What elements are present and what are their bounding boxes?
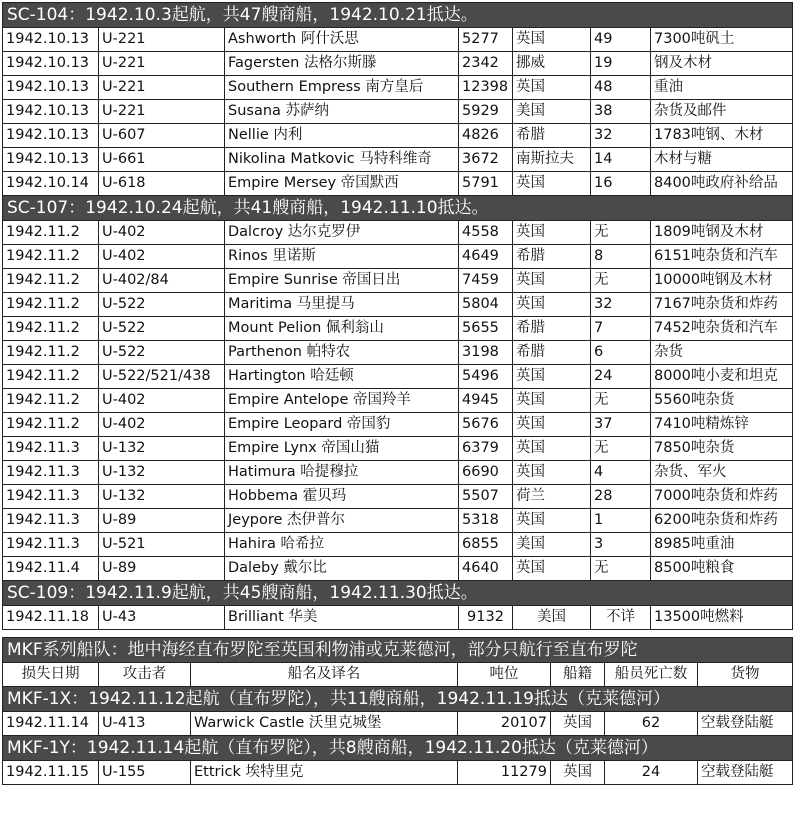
flag-cell: 希腊 (513, 124, 591, 148)
table-row (3, 389, 793, 413)
column-header-ship-name: 船名及译名 (191, 663, 458, 687)
table-row (3, 509, 793, 533)
tonnage-cell: 6379 (459, 437, 513, 461)
crew-deaths-cell: 49 (591, 28, 651, 52)
ship-name-cell: Mount Pelion 佩利翁山 (225, 317, 459, 341)
crew-deaths-cell: 不详 (591, 606, 651, 630)
cargo-cell: 杂货及邮件 (651, 100, 793, 124)
table-row (3, 124, 793, 148)
loss-date-cell: 1942.11.4 (3, 557, 99, 581)
cargo-cell: 8000吨小麦和坦克 (651, 365, 793, 389)
tonnage-cell: 5804 (459, 293, 513, 317)
flag-cell: 英国 (513, 76, 591, 100)
table-row (3, 557, 793, 581)
table-row (3, 341, 793, 365)
convoy-loss-tables (2, 2, 793, 785)
ship-name-cell: Susana 苏萨纳 (225, 100, 459, 124)
attacker-cell: U-661 (99, 148, 225, 172)
table-row (3, 437, 793, 461)
ship-name-cell: Empire Sunrise 帝国日出 (225, 269, 459, 293)
cargo-cell: 杂货、军火 (651, 461, 793, 485)
table-row (3, 485, 793, 509)
tonnage-cell: 5791 (459, 172, 513, 196)
tonnage-cell: 4558 (459, 221, 513, 245)
ship-name-cell: Hahira 哈希拉 (225, 533, 459, 557)
attacker-cell: U-607 (99, 124, 225, 148)
flag-cell: 英国 (513, 172, 591, 196)
crew-deaths-cell: 6 (591, 341, 651, 365)
flag-cell: 挪威 (513, 52, 591, 76)
flag-cell: 英国 (513, 509, 591, 533)
ship-name-cell: Nikolina Matkovic 马特科维奇 (225, 148, 459, 172)
attacker-cell: U-413 (99, 712, 191, 736)
cargo-cell: 10000吨钢及木材 (651, 269, 793, 293)
crew-deaths-cell: 32 (591, 124, 651, 148)
ship-name-cell: Fagersten 法格尔斯滕 (225, 52, 459, 76)
tonnage-cell: 4649 (459, 245, 513, 269)
convoy-section-header-row (3, 581, 793, 606)
ship-name-cell: Jeypore 杰伊普尔 (225, 509, 459, 533)
cargo-cell: 7452吨杂货和汽车 (651, 317, 793, 341)
attacker-cell: U-618 (99, 172, 225, 196)
tonnage-cell: 5929 (459, 100, 513, 124)
flag-cell: 南斯拉夫 (513, 148, 591, 172)
convoy-section-header-row (3, 3, 793, 28)
column-header-row (3, 663, 793, 687)
column-header-loss-date: 损失日期 (3, 663, 99, 687)
loss-date-cell: 1942.11.15 (3, 761, 99, 785)
table-row (3, 761, 793, 785)
table-row (3, 293, 793, 317)
ship-name-cell: Hobbema 霍贝玛 (225, 485, 459, 509)
cargo-cell: 7410吨精炼锌 (651, 413, 793, 437)
attacker-cell: U-89 (99, 509, 225, 533)
attacker-cell: U-402 (99, 221, 225, 245)
crew-deaths-cell: 8 (591, 245, 651, 269)
crew-deaths-cell: 28 (591, 485, 651, 509)
loss-date-cell: 1942.11.2 (3, 365, 99, 389)
cargo-cell: 1809吨钢及木材 (651, 221, 793, 245)
crew-deaths-cell: 48 (591, 76, 651, 100)
cargo-cell: 7000吨杂货和炸药 (651, 485, 793, 509)
table-row (3, 100, 793, 124)
attacker-cell: U-522/521/438 (99, 365, 225, 389)
crew-deaths-cell: 无 (591, 269, 651, 293)
cargo-cell: 13500吨燃料 (651, 606, 793, 630)
crew-deaths-cell: 19 (591, 52, 651, 76)
cargo-cell: 7167吨杂货和炸药 (651, 293, 793, 317)
flag-cell: 希腊 (513, 317, 591, 341)
loss-date-cell: 1942.10.13 (3, 52, 99, 76)
ship-name-cell: Brilliant 华美 (225, 606, 459, 630)
attacker-cell: U-89 (99, 557, 225, 581)
tonnage-cell: 7459 (459, 269, 513, 293)
attacker-cell: U-221 (99, 52, 225, 76)
attacker-cell: U-522 (99, 341, 225, 365)
cargo-cell: 1783吨钢、木材 (651, 124, 793, 148)
ship-name-cell: Ashworth 阿什沃思 (225, 28, 459, 52)
crew-deaths-cell: 无 (591, 389, 651, 413)
crew-deaths-cell: 14 (591, 148, 651, 172)
attacker-cell: U-402 (99, 389, 225, 413)
crew-deaths-cell: 3 (591, 533, 651, 557)
tonnage-cell: 5655 (459, 317, 513, 341)
tonnage-cell: 20107 (458, 712, 551, 736)
convoy-section-header-row (3, 736, 793, 761)
cargo-cell: 8985吨重油 (651, 533, 793, 557)
flag-cell: 英国 (513, 437, 591, 461)
cargo-cell: 8400吨政府补给品 (651, 172, 793, 196)
attacker-cell: U-132 (99, 485, 225, 509)
flag-cell: 英国 (551, 712, 605, 736)
loss-date-cell: 1942.11.2 (3, 317, 99, 341)
crew-deaths-cell: 24 (591, 365, 651, 389)
table-row (3, 712, 793, 736)
cargo-cell: 8500吨粮食 (651, 557, 793, 581)
flag-cell: 英国 (513, 221, 591, 245)
column-header-tonnage: 吨位 (458, 663, 551, 687)
loss-date-cell: 1942.11.2 (3, 389, 99, 413)
ship-name-cell: Hartington 哈廷顿 (225, 365, 459, 389)
flag-cell: 英国 (513, 28, 591, 52)
tonnage-cell: 5496 (459, 365, 513, 389)
column-header-cargo: 货物 (698, 663, 793, 687)
convoy-section-header-row (3, 687, 793, 712)
attacker-cell: U-155 (99, 761, 191, 785)
table-row (3, 245, 793, 269)
attacker-cell: U-402/84 (99, 269, 225, 293)
ship-name-cell: Nellie 内利 (225, 124, 459, 148)
flag-cell: 美国 (513, 100, 591, 124)
tonnage-cell: 5676 (459, 413, 513, 437)
flag-cell: 美国 (513, 533, 591, 557)
section-gap (2, 630, 793, 637)
loss-date-cell: 1942.11.3 (3, 437, 99, 461)
loss-date-cell: 1942.11.3 (3, 533, 99, 557)
flag-cell: 英国 (513, 413, 591, 437)
crew-deaths-cell: 37 (591, 413, 651, 437)
tonnage-cell: 4826 (459, 124, 513, 148)
flag-cell: 英国 (513, 461, 591, 485)
convoy-section-header: MKF-1X：1942.11.12起航（直布罗陀），共11艘商船，1942.11.19抵达（克莱德河） (3, 687, 793, 712)
ship-name-cell: Empire Lynx 帝国山猫 (225, 437, 459, 461)
flag-cell: 英国 (513, 293, 591, 317)
tonnage-cell: 3198 (459, 341, 513, 365)
crew-deaths-cell: 7 (591, 317, 651, 341)
crew-deaths-cell: 4 (591, 461, 651, 485)
crew-deaths-cell: 无 (591, 437, 651, 461)
ship-name-cell: Hatimura 哈提穆拉 (225, 461, 459, 485)
table-row (3, 221, 793, 245)
tonnage-cell: 9132 (459, 606, 513, 630)
column-header-crew-deaths: 船员死亡数 (605, 663, 698, 687)
attacker-cell: U-43 (99, 606, 225, 630)
crew-deaths-cell: 无 (591, 557, 651, 581)
ship-name-cell: Ettrick 埃特里克 (191, 761, 458, 785)
mkf-convoy-table (2, 637, 793, 785)
table-row (3, 365, 793, 389)
table-row (3, 269, 793, 293)
cargo-cell: 7300吨矾土 (651, 28, 793, 52)
ship-name-cell: Warwick Castle 沃里克城堡 (191, 712, 458, 736)
table-row (3, 172, 793, 196)
table-row (3, 148, 793, 172)
ship-name-cell: Dalcroy 达尔克罗伊 (225, 221, 459, 245)
attacker-cell: U-402 (99, 245, 225, 269)
loss-date-cell: 1942.10.13 (3, 76, 99, 100)
ship-name-cell: Parthenon 帕特农 (225, 341, 459, 365)
ship-name-cell: Rinos 里诺斯 (225, 245, 459, 269)
crew-deaths-cell: 24 (605, 761, 698, 785)
convoy-section-header: SC-104：1942.10.3起航，共47艘商船，1942.10.21抵达。 (3, 3, 793, 28)
ship-name-cell: Daleby 戴尔比 (225, 557, 459, 581)
cargo-cell: 空载登陆艇 (698, 712, 793, 736)
cargo-cell: 6200吨杂货和炸药 (651, 509, 793, 533)
loss-date-cell: 1942.11.3 (3, 509, 99, 533)
flag-cell: 美国 (513, 606, 591, 630)
loss-date-cell: 1942.11.2 (3, 341, 99, 365)
loss-date-cell: 1942.10.13 (3, 100, 99, 124)
tonnage-cell: 6690 (459, 461, 513, 485)
flag-cell: 希腊 (513, 245, 591, 269)
cargo-cell: 6151吨杂货和汽车 (651, 245, 793, 269)
column-header-flag: 船籍 (551, 663, 605, 687)
tonnage-cell: 2342 (459, 52, 513, 76)
loss-date-cell: 1942.10.14 (3, 172, 99, 196)
flag-cell: 希腊 (513, 341, 591, 365)
crew-deaths-cell: 16 (591, 172, 651, 196)
tonnage-cell: 6855 (459, 533, 513, 557)
tonnage-cell: 4945 (459, 389, 513, 413)
flag-cell: 英国 (551, 761, 605, 785)
crew-deaths-cell: 62 (605, 712, 698, 736)
table-row (3, 76, 793, 100)
table-row (3, 413, 793, 437)
convoy-section-header: SC-107：1942.10.24起航，共41艘商船，1942.11.10抵达。 (3, 196, 793, 221)
attacker-cell: U-402 (99, 413, 225, 437)
cargo-cell: 木材与糖 (651, 148, 793, 172)
convoy-section-header: SC-109：1942.11.9起航，共45艘商船，1942.11.30抵达。 (3, 581, 793, 606)
attacker-cell: U-132 (99, 437, 225, 461)
cargo-cell: 重油 (651, 76, 793, 100)
loss-date-cell: 1942.11.2 (3, 221, 99, 245)
ship-name-cell: Southern Empress 南方皇后 (225, 76, 459, 100)
cargo-cell: 5560吨杂货 (651, 389, 793, 413)
ship-name-cell: Empire Antelope 帝国羚羊 (225, 389, 459, 413)
loss-date-cell: 1942.10.13 (3, 28, 99, 52)
flag-cell: 英国 (513, 269, 591, 293)
ship-name-cell: Empire Mersey 帝国默西 (225, 172, 459, 196)
crew-deaths-cell: 32 (591, 293, 651, 317)
loss-date-cell: 1942.11.3 (3, 485, 99, 509)
attacker-cell: U-221 (99, 76, 225, 100)
attacker-cell: U-132 (99, 461, 225, 485)
flag-cell: 荷兰 (513, 485, 591, 509)
attacker-cell: U-221 (99, 28, 225, 52)
tonnage-cell: 3672 (459, 148, 513, 172)
tonnage-cell: 4640 (459, 557, 513, 581)
mkf-series-header: MKF系列船队：地中海经直布罗陀至英国利物浦或克莱德河，部分只航行至直布罗陀 (3, 638, 793, 663)
loss-date-cell: 1942.11.3 (3, 461, 99, 485)
crew-deaths-cell: 38 (591, 100, 651, 124)
cargo-cell: 杂货 (651, 341, 793, 365)
ship-name-cell: Maritima 马里提马 (225, 293, 459, 317)
tonnage-cell: 5318 (459, 509, 513, 533)
flag-cell: 英国 (513, 557, 591, 581)
table-row (3, 52, 793, 76)
table-row (3, 317, 793, 341)
table-row (3, 606, 793, 630)
loss-date-cell: 1942.10.13 (3, 148, 99, 172)
column-header-attacker: 攻击者 (99, 663, 191, 687)
flag-cell: 英国 (513, 389, 591, 413)
attacker-cell: U-521 (99, 533, 225, 557)
attacker-cell: U-522 (99, 293, 225, 317)
convoy-section-header: MKF-1Y：1942.11.14起航（直布罗陀），共8艘商船，1942.11.20抵达（克莱德河） (3, 736, 793, 761)
tonnage-cell: 11279 (458, 761, 551, 785)
cargo-cell: 空载登陆艇 (698, 761, 793, 785)
attacker-cell: U-522 (99, 317, 225, 341)
sc-convoy-table (2, 2, 793, 630)
crew-deaths-cell: 无 (591, 221, 651, 245)
loss-date-cell: 1942.11.18 (3, 606, 99, 630)
tonnage-cell: 12398 (459, 76, 513, 100)
attacker-cell: U-221 (99, 100, 225, 124)
loss-date-cell: 1942.10.13 (3, 124, 99, 148)
loss-date-cell: 1942.11.2 (3, 413, 99, 437)
table-row (3, 533, 793, 557)
table-row (3, 461, 793, 485)
tonnage-cell: 5507 (459, 485, 513, 509)
loss-date-cell: 1942.11.14 (3, 712, 99, 736)
mkf-series-header-row (3, 638, 793, 663)
ship-name-cell: Empire Leopard 帝国豹 (225, 413, 459, 437)
cargo-cell: 7850吨杂货 (651, 437, 793, 461)
table-row (3, 28, 793, 52)
tonnage-cell: 5277 (459, 28, 513, 52)
flag-cell: 英国 (513, 365, 591, 389)
crew-deaths-cell: 1 (591, 509, 651, 533)
loss-date-cell: 1942.11.2 (3, 269, 99, 293)
loss-date-cell: 1942.11.2 (3, 293, 99, 317)
loss-date-cell: 1942.11.2 (3, 245, 99, 269)
cargo-cell: 钢及木材 (651, 52, 793, 76)
convoy-section-header-row (3, 196, 793, 221)
